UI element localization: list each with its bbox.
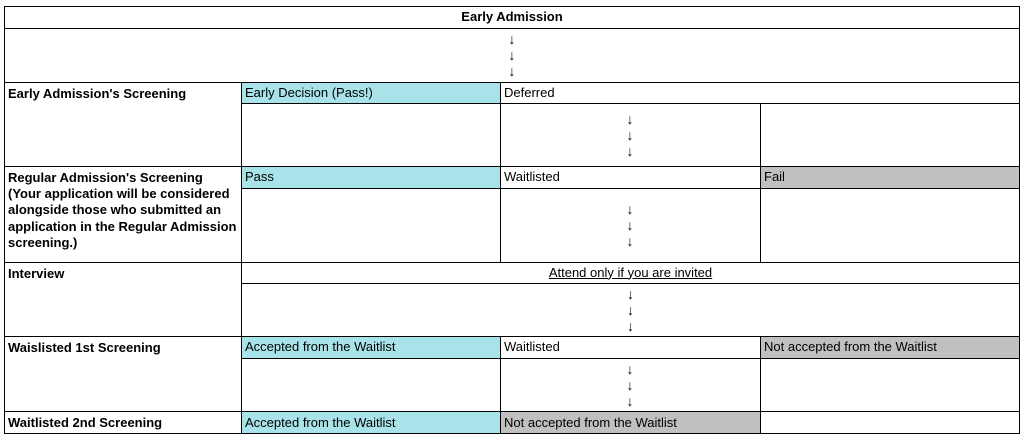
down-arrow-icon: ↓ (626, 201, 634, 217)
outcome-fail: Fail (760, 166, 1020, 188)
down-arrow-icon: ↓ (508, 31, 516, 47)
grid-line (4, 166, 1020, 167)
row-label-waitlist-1: Waislisted 1st Screening (8, 340, 161, 355)
grid-line (4, 336, 1020, 337)
down-arrow-icon: ↓ (626, 392, 634, 409)
arrow-deferred-to-regular (500, 103, 760, 166)
grid-line (760, 336, 761, 434)
row-label-interview: Interview (8, 266, 65, 281)
grid-line (4, 82, 1020, 83)
grid-line (4, 411, 1020, 412)
grid-line (241, 358, 1020, 359)
outcome-waitlisted: Waitlisted (504, 169, 560, 184)
grid-line (4, 262, 1020, 263)
grid-line (4, 6, 1020, 7)
grid-line (760, 103, 761, 262)
row-label-waitlist-2: Waitlisted 2nd Screening (8, 415, 163, 430)
arrow-waitlisted-to-interview (500, 188, 760, 262)
grid-line (241, 82, 242, 434)
interview-note: Attend only if you are invited (548, 264, 713, 280)
down-arrow-icon: ↓ (626, 126, 634, 143)
outcome-pass: Pass (241, 166, 500, 188)
outcome-deferred: Deferred (504, 84, 555, 100)
down-arrow-icon: ↓ (626, 110, 634, 127)
grid-line (500, 336, 501, 434)
down-arrow-icon: ↓ (626, 217, 634, 233)
grid-line (4, 433, 1020, 434)
outcome-w2-accepted: Accepted from the Waitlist (241, 411, 500, 434)
arrow-waitlist-1-to-waitlist-2 (500, 358, 760, 411)
outcome-w1-accepted: Accepted from the Waitlist (241, 336, 500, 358)
admission-flow-table (4, 6, 1020, 434)
down-arrow-icon: ↓ (627, 301, 634, 318)
outcome-w1-not-accepted: Not accepted from the Waitlist (760, 336, 1020, 358)
grid-line (4, 6, 5, 434)
outcome-early-decision: Early Decision (Pass!) (241, 82, 500, 103)
outcome-w2-not-accepted: Not accepted from the Waitlist (500, 411, 760, 434)
grid-line (500, 82, 501, 262)
grid-line (241, 283, 1020, 284)
down-arrow-icon: ↓ (626, 233, 634, 249)
grid-line (1019, 6, 1020, 434)
down-arrow-icon: ↓ (508, 63, 516, 79)
down-arrow-icon: ↓ (627, 317, 634, 334)
row-label-regular-screening: Regular Admission's Screening (Your application will be considered alongside those who submitted an application in the Regular Admission screening.) (8, 170, 237, 250)
page-title: Early Admission (461, 9, 563, 24)
grid-line (241, 103, 1020, 104)
down-arrow-icon: ↓ (627, 285, 634, 302)
down-arrow-icon: ↓ (508, 47, 516, 63)
arrow-to-early-screening (4, 28, 1020, 82)
down-arrow-icon: ↓ (626, 142, 634, 159)
down-arrow-icon: ↓ (626, 360, 634, 377)
row-label-early-screening: Early Admission's Screening (8, 86, 187, 101)
down-arrow-icon: ↓ (626, 376, 634, 393)
grid-line (4, 28, 1020, 29)
outcome-w1-waitlisted: Waitlisted (504, 339, 560, 354)
arrow-interview-to-waitlist-1 (241, 283, 1020, 336)
grid-line (241, 188, 1020, 189)
